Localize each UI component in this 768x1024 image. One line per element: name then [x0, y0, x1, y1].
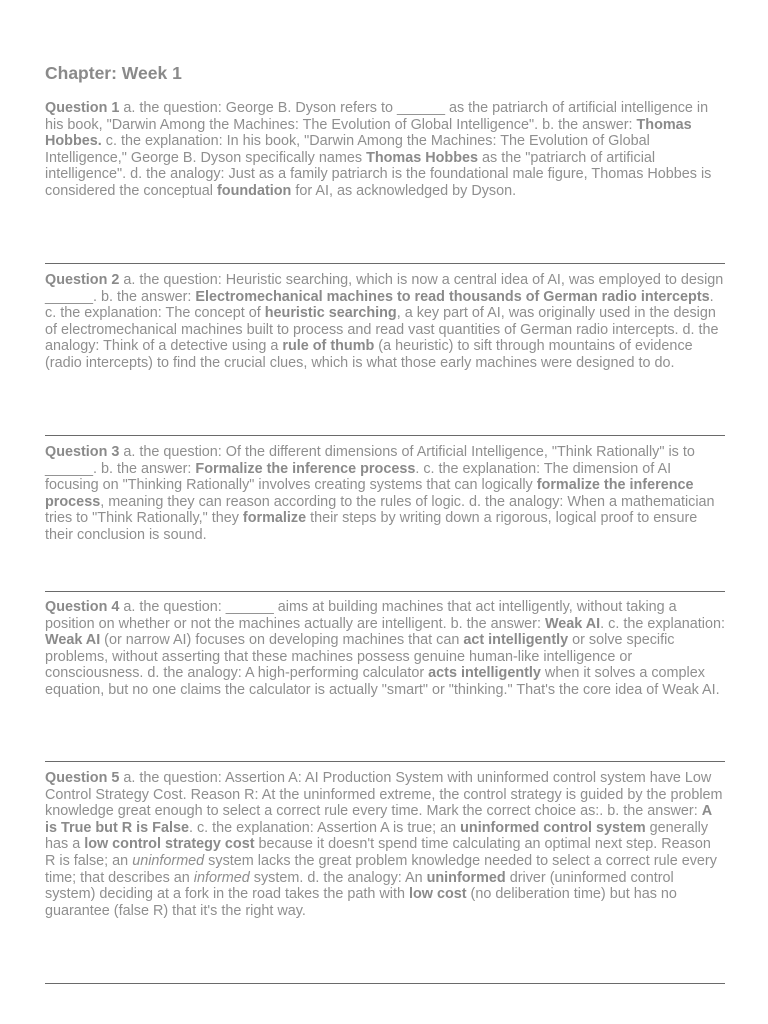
bold-text: Electromechanical machines to read thousands of German radio intercepts [195, 288, 710, 305]
italic-text: uninformed [132, 852, 205, 869]
question-label: Question 3 [45, 444, 120, 460]
divider [45, 435, 725, 436]
bold-text: Formalize the inference process [195, 460, 416, 477]
body-text: c. the explanation: In his book, "Darwin Among the Machines: The Evolution of Global Intelligence," George B. Dyson specifically names [45, 133, 650, 166]
body-text: system. d. the analogy: An [249, 869, 427, 886]
body-text: , meaning they can reason according to the rules of logic. d. the analogy: When a mathematician tries to "Think Rationally," they [45, 493, 715, 527]
bold-text: rule of thumb [282, 338, 375, 355]
bold-text: Thomas Hobbes [366, 149, 479, 166]
question-label: Question 5 [45, 770, 120, 786]
question-4 [45, 599, 725, 699]
body-text: driver (uninformed control system) deciding at a fork in the road takes the path with [45, 869, 674, 903]
body-text: (or narrow AI) focuses on developing machines that can [100, 632, 464, 649]
question-5 [45, 770, 725, 919]
bold-text: foundation [217, 182, 292, 199]
body-text: . c. the explanation: Assertion A is true; an [188, 819, 461, 836]
question-3 [45, 444, 725, 544]
body-text: a. the question: Of the different dimensions of Artificial Intelligence, "Think Rationally" is to ______. b. the answer: [45, 444, 695, 477]
divider [45, 591, 725, 592]
body-text: or solve specific problems, without asserting that these machines possess genuine human-like intelligence or consciousness. d. the analogy: A high-performing calculator [45, 632, 675, 682]
question-1 [45, 100, 725, 200]
body-text: (a heuristic) to sift through mountains of evidence (radio intercepts) to find the crucial clues, which is what those early machines were designed to do. [45, 338, 693, 371]
bold-text: Weak AI [544, 615, 601, 632]
body-text: as the "patriarch of artificial intelligence". d. the analogy: Just as a family patriarch is the foundational male figure, Thomas Hobbes is considered the conceptual [45, 149, 712, 199]
body-text: . c. the explanation: The dimension of AI focusing on "Thinking Rationally" involves creating systems that can logically [45, 460, 672, 494]
bold-text: Thomas Hobbes. [45, 116, 692, 150]
divider [45, 263, 725, 264]
body-text: a. the question: Assertion A: AI Production System with uninformed control system have Low Control Strategy Cost. Reason R: At the uninformed extreme, the control strategy is guided by the problem knowledge great enough to select a correct rule every time. Mark the correct choice as:. b. the answer: [45, 770, 723, 820]
bold-text: low cost [408, 886, 467, 903]
body-text: a. the question: George B. Dyson refers to ______ as the patriarch of artificial intelligence in his book, "Darwin Among the Machines: The Evolution of Global Intelligence". b. the answer: [45, 100, 709, 133]
body-text: . c. the explanation: The concept of [45, 288, 714, 322]
body-text: (no deliberation time) but has no guarantee (false R) that it's the right way. [45, 886, 677, 919]
body-text: , a key part of AI, was originally used in the design of electromechanical machines built to process and read vast quantities of German radio intercepts. d. the analogy: Think of a detective using a [45, 305, 719, 355]
question-label: Question 1 [45, 100, 120, 116]
body-text: . c. the explanation: [600, 615, 725, 632]
bold-text: uninformed control system [460, 819, 646, 836]
body-text: their steps by writing down a rigorous, logical proof to ensure their conclusion is sound. [45, 510, 698, 543]
body-text: when it solves a complex equation, but no one claims the calculator is actually "smart" or "thinking." That's the core idea of Weak AI. [45, 665, 720, 698]
body-text: generally has a [45, 819, 709, 853]
divider [45, 983, 725, 984]
bold-text: A is True but R is False [45, 803, 712, 836]
body-text: a. the question: Heuristic searching, which is now a central idea of AI, was employed to design ______. b. the answer: [45, 272, 724, 305]
body-text: for AI, as acknowledged by Dyson. [291, 182, 517, 199]
question-label: Question 4 [45, 599, 120, 615]
bold-text: Weak AI [45, 632, 101, 649]
question-label: Question 2 [45, 272, 120, 288]
bold-text: heuristic searching [264, 305, 397, 322]
body-text: system lacks the great problem knowledge needed to select a correct rule every time; that describes an [45, 852, 717, 886]
bold-text: low control strategy cost [84, 836, 255, 853]
bold-text: act intelligently [463, 632, 569, 649]
bold-text: acts intelligently [428, 665, 541, 682]
body-text: because it doesn't spend time calculating an optimal next step. Reason R is false; an [45, 836, 711, 869]
italic-text: informed [193, 869, 250, 886]
body-text: a. the question: ______ aims at building machines that act intelligently, without taking a position on whether or not the machines actually are intelligent. b. the answer: [45, 599, 677, 632]
question-2 [45, 272, 725, 372]
bold-text: formalize [242, 510, 307, 527]
divider [45, 761, 725, 762]
chapter-title: Chapter: Week 1 [45, 63, 182, 83]
bold-text: uninformed [426, 869, 506, 886]
bold-text: formalize the inference process [45, 477, 694, 510]
